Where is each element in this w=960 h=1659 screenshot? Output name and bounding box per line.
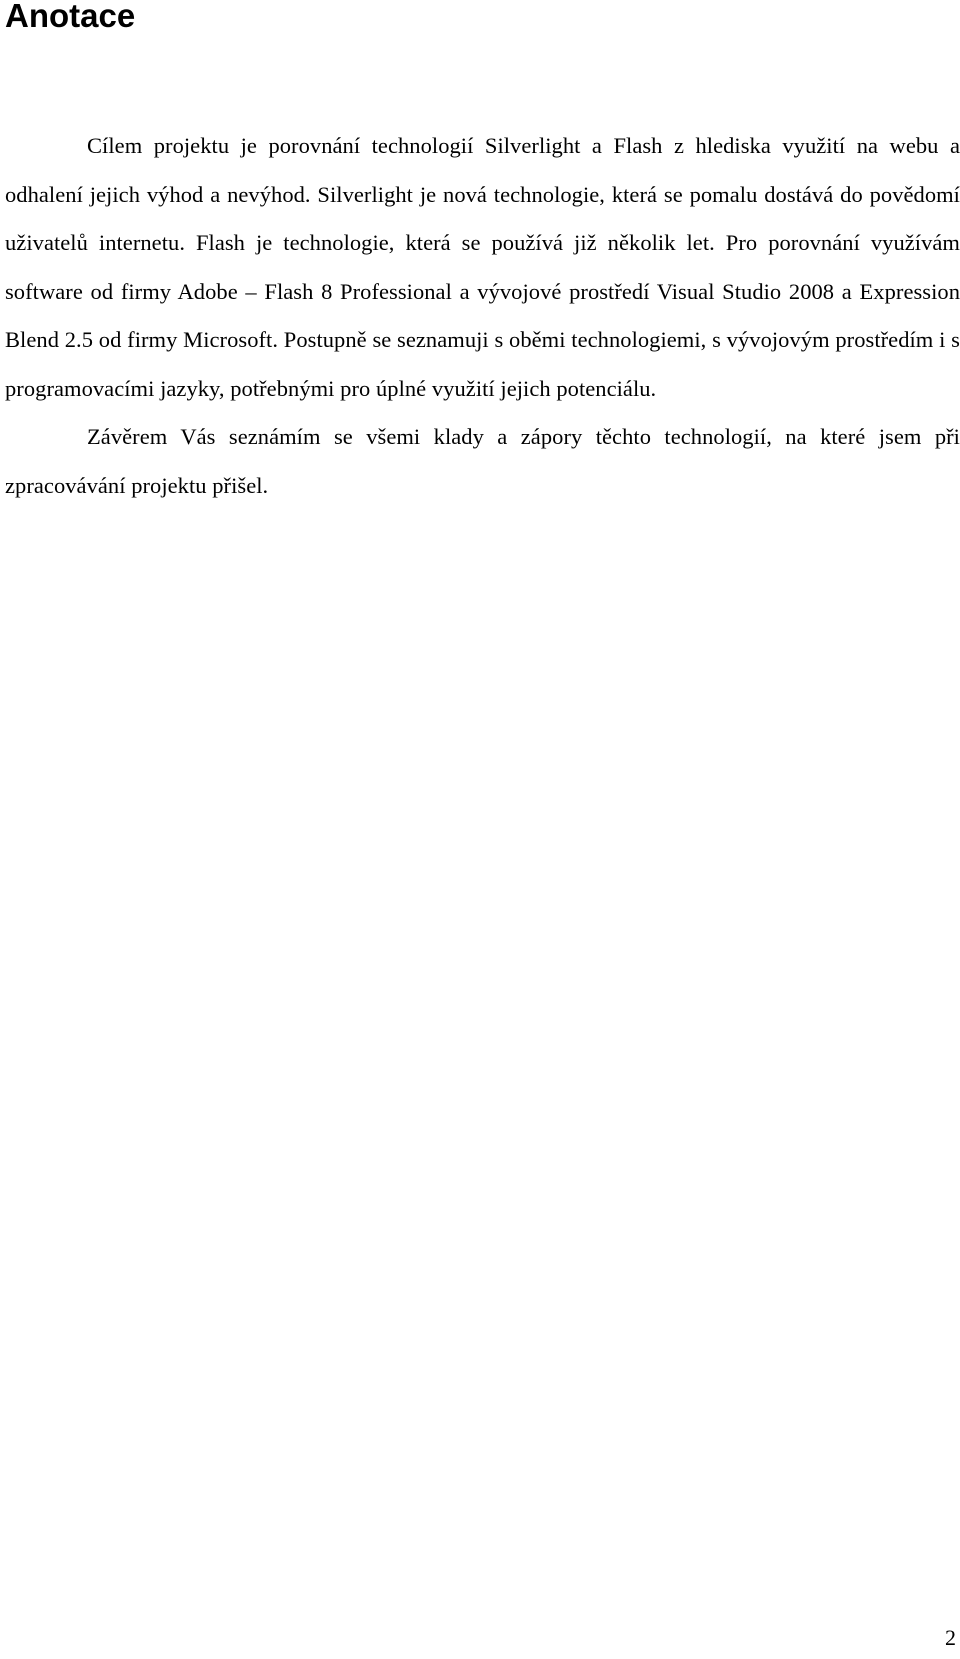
page-number: 2 (945, 1625, 956, 1650)
annotation-body (5, 122, 960, 510)
paragraph-2: Závěrem Vás seznámím se všemi klady a zápory těchto technologií, na které jsem při zpracovávání projektu přišel. (5, 424, 960, 498)
paragraph-1: Cílem projektu je porovnání technologií Silverlight a Flash z hlediska využití na webu a odhalení jejich výhod a nevýhod. Silverlight je nová technologie, která se pomalu dostává do povědomí uživatelů internetu. Flash je technologie, která se používá již několik let. Pro porovnání využívám software od firmy Adobe – Flash 8 Professional a vývojové prostředí Visual Studio 2008 a Expression Blend 2.5 od firmy Microsoft. Postupně se seznamuji s oběmi technologiemi, s vývojovým prostředím i s programovacími jazyky, potřebnými pro úplné využití jejich potenciálu. (5, 133, 960, 401)
page-title: Anotace (5, 0, 136, 34)
